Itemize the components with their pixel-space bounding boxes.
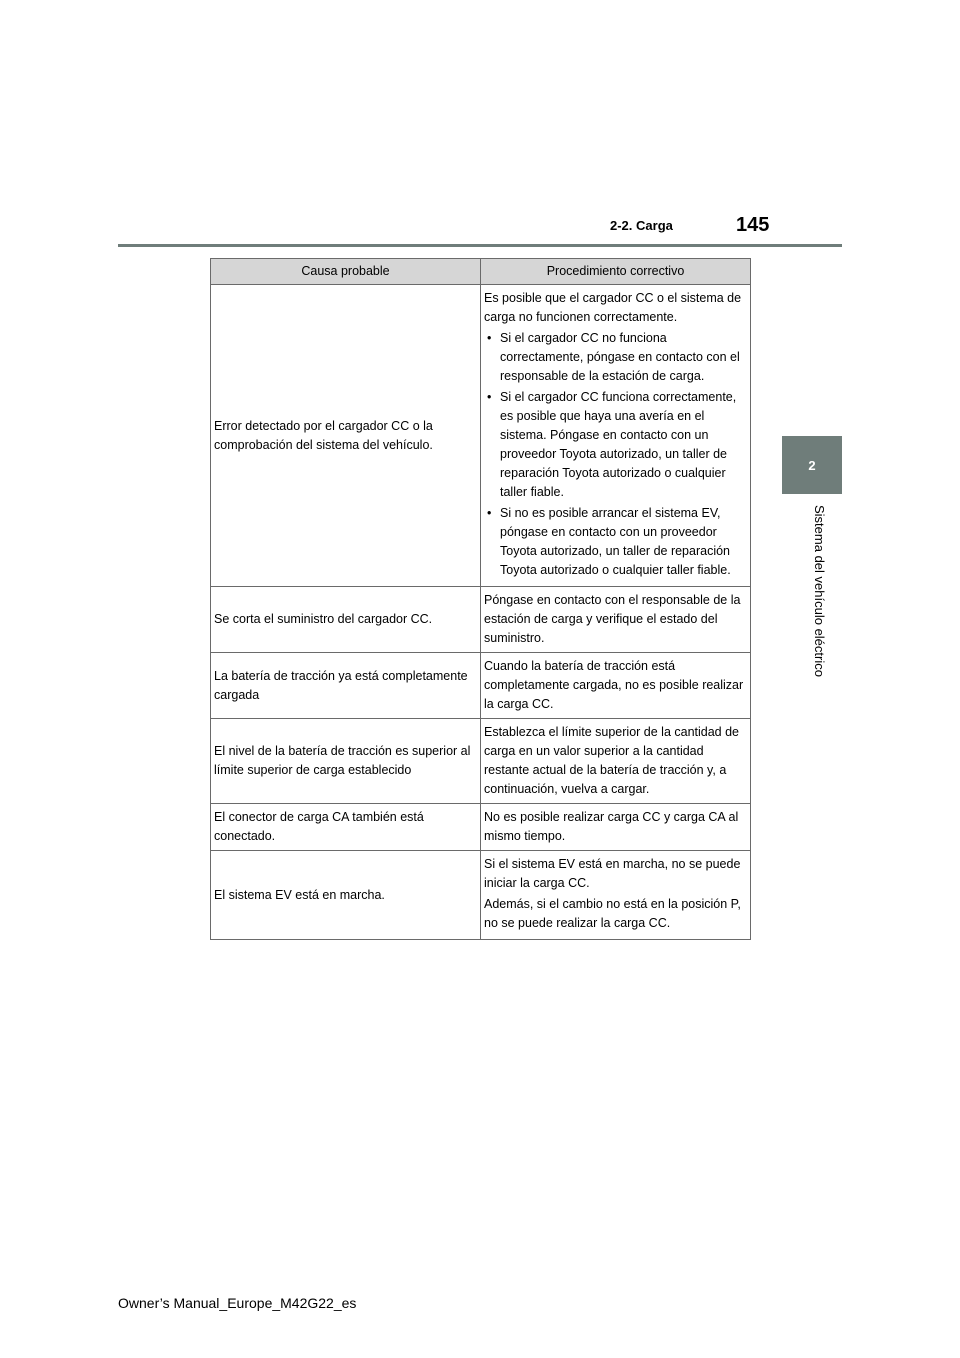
chapter-tab	[782, 436, 842, 494]
cause-cell: El nivel de la batería de tracción es superior al límite superior de carga establecido	[211, 719, 481, 804]
cause-cell: El sistema EV está en marcha.	[211, 851, 481, 940]
table-row	[211, 587, 751, 653]
footer-text: Owner’s Manual_Europe_M42G22_es	[118, 1295, 357, 1311]
header-divider	[118, 244, 842, 247]
procedure-paragraph: Además, si el cambio no está en la posición P, no se puede realizar la carga CC.	[484, 897, 741, 930]
procedure-cell: Cuando la batería de tracción está completamente cargada, no es posible realizar la carga CC.	[481, 653, 751, 719]
table-row	[211, 851, 751, 940]
cause-cell: Se corta el suministro del cargador CC.	[211, 587, 481, 653]
procedure-bullet: • Si el cargador CC no funciona correctamente, póngase en contacto con el responsable de la estación de carga.	[484, 329, 747, 386]
procedure-cell: Póngase en contacto con el responsable de la estación de carga y verifique el estado del suministro.	[481, 587, 751, 653]
table-header-row	[211, 259, 751, 285]
troubleshooting-table	[210, 258, 751, 940]
procedure-intro: Es posible que el cargador CC o el sistema de carga no funcionen correctamente.	[484, 291, 742, 324]
procedure-paragraph: Si el sistema EV está en marcha, no se puede iniciar la carga CC.	[484, 857, 741, 890]
procedure-cell	[481, 285, 751, 587]
page-number: 145	[736, 214, 770, 236]
procedure-cell	[481, 851, 751, 940]
table-row	[211, 653, 751, 719]
column-header-procedure: Procedimiento correctivo	[481, 259, 751, 285]
table-row	[211, 719, 751, 804]
procedure-bullet: • Si no es posible arrancar el sistema EV, póngase en contacto con un proveedor Toyota autorizado, un taller de reparación Toyota autorizado o cualquier taller fiable.	[484, 504, 747, 580]
column-header-cause: Causa probable	[211, 259, 481, 285]
table-row	[211, 285, 751, 587]
cause-cell: La batería de tracción ya está completamente cargada	[211, 653, 481, 719]
chapter-number: 2	[808, 457, 816, 473]
table-row	[211, 804, 751, 851]
procedure-bullet: • Si el cargador CC funciona correctamente, es posible que haya una avería en el sistema. Póngase en contacto con un proveedor Toyota autorizado, un taller de reparación Toyota autorizado o cualquier taller fiable.	[484, 388, 747, 502]
cause-cell: Error detectado por el cargador CC o la comprobación del sistema del vehículo.	[211, 285, 481, 587]
procedure-cell: Establezca el límite superior de la cantidad de carga en un valor superior a la cantidad restante actual de la batería de tracción y, a continuación, vuelva a cargar.	[481, 719, 751, 804]
chapter-label: Sistema del vehículo eléctrico	[812, 505, 827, 677]
cause-cell: El conector de carga CA también está conectado.	[211, 804, 481, 851]
section-title: 2-2. Carga	[610, 218, 673, 233]
procedure-cell: No es posible realizar carga CC y carga CA al mismo tiempo.	[481, 804, 751, 851]
